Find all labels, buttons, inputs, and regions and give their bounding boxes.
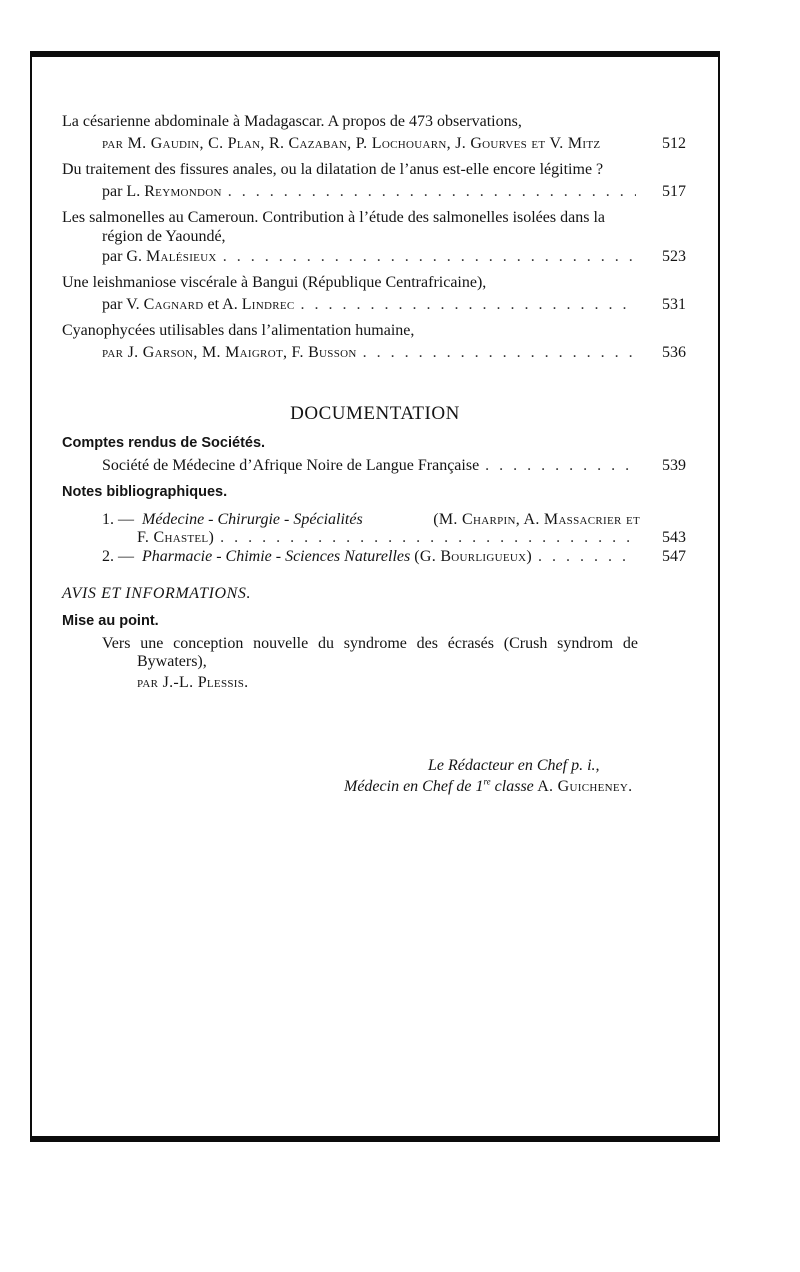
signature-class: classe <box>490 778 534 795</box>
entry-row <box>102 456 642 476</box>
note-topic: Pharmacie - Chimie - Sciences Naturelles <box>142 548 411 565</box>
section-heading-documentation: DOCUMENTATION <box>290 403 460 424</box>
signature-line <box>344 777 632 797</box>
signature-rank: Médecin en Chef de 1 <box>344 778 484 795</box>
note-authors <box>433 510 640 530</box>
note-row <box>102 547 642 567</box>
leader-dots <box>485 456 636 476</box>
entry-title: Vers une conception nouvelle du syndrome des écrasés (Crush syndrom de <box>102 635 638 652</box>
signature-name: A. Guicheney. <box>533 778 633 795</box>
entry-title: Les salmonelles au Cameroun. Contribution à l’étude des salmonelles isolées dans la <box>62 209 605 226</box>
entry-title-continued: Bywaters), <box>137 653 207 670</box>
signature-superscript: re <box>483 776 491 787</box>
leader-dots <box>220 528 636 548</box>
entry-title: Du traitement des fissures anales, ou la dilatation de l’anus est-elle encore légitime ? <box>62 161 604 178</box>
page-number: 547 <box>662 548 686 565</box>
page-number: 517 <box>662 183 686 200</box>
entry-authors: par M. Gaudin, C. Plan, R. Cazaban, P. Lochouarn, J. Gourves et V. Mitz <box>102 135 601 152</box>
entry-title: Société de Médecine d’Afrique Noire de Langue Française <box>102 457 480 474</box>
entry-authors-prefix: par G. <box>102 248 146 265</box>
leader-dots <box>301 295 636 315</box>
note-row <box>102 510 640 530</box>
page-number: 536 <box>662 344 686 361</box>
page-number: 543 <box>662 529 686 546</box>
leader-dots <box>538 547 636 567</box>
entry-author-name: Reymondon <box>144 183 222 200</box>
leader-dots <box>363 343 636 363</box>
subsection-heading: Notes bibliographiques. <box>62 484 228 500</box>
note-authors-continued: F. Chastel) <box>137 529 215 546</box>
note-authors-text: (M. Charpin, A. Massacrier et <box>433 511 640 528</box>
page-number: 512 <box>662 135 686 152</box>
section-heading-avis: AVIS ET INFORMATIONS. <box>62 585 252 602</box>
page-number: 531 <box>662 296 686 313</box>
entry-author-row <box>102 295 642 315</box>
subsection-heading: Mise au point. <box>62 613 159 629</box>
entry-authors-conjunction: et A. <box>203 296 242 313</box>
entry-authors-prefix: par V. <box>102 296 144 313</box>
note-number: 1. — <box>102 511 134 528</box>
entry-title: Cyanophycées utilisables dans l’alimentation humaine, <box>62 322 415 339</box>
entry-author-row <box>102 343 642 363</box>
entry-title: Une leishmaniose viscérale à Bangui (République Centrafricaine), <box>62 274 487 291</box>
leader-dots <box>228 182 636 202</box>
note-authors: (G. Bourligueux) <box>414 548 533 565</box>
entry-title: La césarienne abdominale à Madagascar. A propos de 473 observations, <box>62 113 522 130</box>
subsection-heading: Comptes rendus de Sociétés. <box>62 435 266 451</box>
entry-authors: par J. Garson, M. Maigrot, F. Busson <box>102 344 357 361</box>
entry-author-name: Malésieux <box>145 248 217 265</box>
entry-authors: par J.-L. Plessis. <box>137 674 249 691</box>
page-number: 539 <box>662 457 686 474</box>
entry-title-continued: région de Yaoundé, <box>102 228 226 245</box>
entry-author-row <box>102 182 642 202</box>
entry-authors-prefix: par L. <box>102 183 145 200</box>
entry-author-name: Cagnard <box>143 296 204 313</box>
entry-author-name: Lindrec <box>241 296 295 313</box>
page-number: 523 <box>662 248 686 265</box>
note-number: 2. — <box>102 548 134 565</box>
entry-author-row <box>137 528 642 548</box>
leader-dots <box>223 247 636 267</box>
note-topic: Médecine - Chirurgie - Spécialités <box>142 511 363 528</box>
signature-title: Le Rédacteur en Chef p. i., <box>428 757 600 774</box>
entry-author-row <box>102 247 642 267</box>
